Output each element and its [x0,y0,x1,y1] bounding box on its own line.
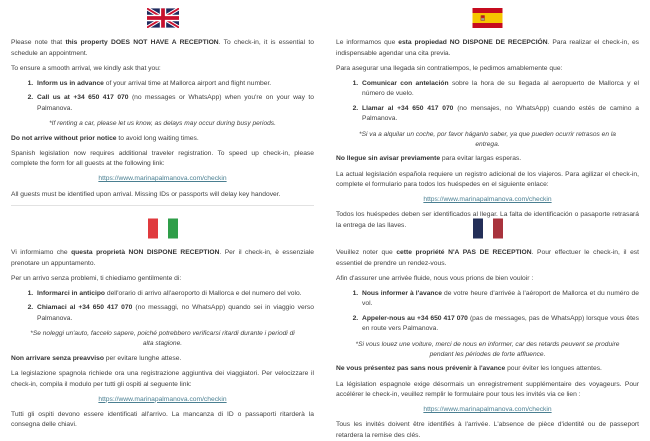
notice-lead-text: Le informamos que [336,39,399,46]
france-flag-icon [473,218,503,239]
spain-flag-icon [472,8,503,28]
step1-rest-text: de votre heure d'arrivée à l'aéroport de Mallorca et du numéro de vol. [362,289,639,308]
phone-number-text: Appeler-nous au +34 650 417 070 [362,314,468,322]
notice-tail-text: . Pour effectuer le check-in, il est essentiel de prendre un rendez-vous. [336,249,640,267]
step1-bold-text: Informarci in anticipo [37,289,105,297]
no-notice-warning [11,134,314,145]
section-divider [11,205,314,206]
legislation-paragraph: La législation espagnole exige désormais un enregistrement supplémentaire des voyageurs. Pour accélérer le check-in, veuillez remplir le formulaire pour tous les invités via ce lien : [336,380,639,399]
no-notice-warning [11,354,314,365]
warning-rest-text: pour éviter les longues attentes. [505,365,602,373]
checkin-steps-list [11,289,314,325]
legislation-paragraph: La actual legislación española requiere un registro adicional de los viajeros. Para agilizar el check-in, complete el formulario para todos los huéspedes en el siguiente enlace: [336,170,639,189]
no-reception-notice [11,248,314,269]
step-call-number [360,314,639,335]
no-reception-bold-text: cette propriété N'A PAS DE RECEPTION [396,249,532,256]
step-call-number [35,303,314,324]
uk-flag-icon [147,8,179,28]
car-rental-note: *If renting a car, please let us know, as delays may occur during busy periods. [49,119,276,127]
step2-rest-text: (no mensajes, no WhatsApp) cuando estés de camino a Palmanova. [362,104,639,123]
step1-bold-text: Comunicar con antelación [362,79,449,87]
flag-row [11,218,314,239]
checkin-steps-list [11,79,314,115]
step-inform-advance [35,289,314,300]
warning-rest-text: para evitar largas esperas. [440,155,522,163]
no-reception-bold-text: esta propiedad NO DISPONE DE RECEPCIÓN [398,39,548,46]
section-french [325,210,650,439]
warning-bold-text: No llegue sin avisar previamente [336,155,441,163]
arrival-request-line: Per un arrivo senza problemi, ti chiediamo gentilmente di: [11,274,182,282]
step1-bold-text: Nous informer à l'avance [362,289,442,297]
step1-rest-text: dell'orario di arrivo all'aeroporto di Mallorca e del numero del volo. [105,289,302,297]
checkin-link-line [11,395,314,406]
warning-bold-text: Do not arrive without prior notice [11,134,117,142]
section-english [0,0,325,210]
checkin-link-line [11,174,314,185]
notice-tail-text: . Per il check-in, è essenziale prenotare un appuntamento. [11,249,314,267]
checkin-link[interactable]: https://www.marinapalmanova.com/checkin [423,196,552,204]
step-inform-advance [360,79,639,100]
step-inform-advance [35,79,314,90]
step-call-number [35,93,314,114]
no-notice-warning [336,364,639,375]
no-reception-notice [336,248,639,269]
notice-lead-text: Veuillez noter que [336,249,397,256]
car-rental-note: *Si va a alquilar un coche, por favor háganlo saber, ya que pueden ocurrir retrasos en la entrega. [359,130,616,148]
checkin-link-line [336,405,639,416]
legislation-paragraph: Spanish legislation now requires additional traveler registration. To speed up check-in, please complete the form for all guests at the following link: [11,149,314,168]
id-requirement-note: All guests must be identified upon arrival. Missing IDs or passports will delay key handover. [11,190,281,198]
flag-row [336,8,639,29]
id-requirement-note: Tous les invités doivent être identifiés à l'arrivée. L'absence de pièce d'identité ou de passeport retardera la remise des clés. [336,421,639,439]
checkin-steps-list [336,79,639,125]
checkin-link-line [336,195,639,206]
notice-tail-text: . To check-in, it is essential to schedule an appointment. [11,39,314,57]
flag-row [11,8,314,29]
step2-rest-text: (no messaggi, no WhatsApp) quando sei in viaggio verso Palmanova. [37,304,314,322]
arrival-request-line: Afin d'assurer une arrivée fluide, nous vous prions de bien vouloir : [336,274,534,282]
step1-bold-text: Inform us in advance [37,79,104,87]
step-inform-advance [360,289,639,310]
car-rental-note: *Si vous louez une voiture, merci de nous en informer, car des retards peuvent se produire pendant les périodes de forte affluence. [355,340,620,358]
checkin-link[interactable]: https://www.marinapalmanova.com/checkin [98,395,227,403]
no-reception-notice [336,38,639,59]
warning-bold-text: Ne vous présentez pas sans nous prévenir à l'avance [336,365,506,373]
section-spanish [325,0,650,229]
notice-lead-text: Vi informiamo che [11,249,72,256]
no-reception-bold-text: questa proprietà NON DISPONE RECEPTION [71,249,220,256]
id-requirement-note: Tutti gli ospiti devono essere identificati all'arrivo. La mancanza di ID o passaporti ritarderà la consegna delle chiavi. [11,410,314,429]
section-italian [0,210,325,429]
legislation-paragraph: La legislazione spagnola richiede ora una registrazione aggiuntiva dei viaggiatori. Per velocizzare il check-in, compila il modulo per tutti gli ospiti al seguente link: [11,369,314,388]
step1-rest-text: of your arrival time at Mallorca airport and flight number. [103,79,272,87]
notice-lead-text: Please note that [11,39,66,46]
step1-rest-text: sobre la hora de su llegada al aeropuerto de Mallorca y el número de vuelo. [362,79,639,98]
arrival-request-line: To ensure a smooth arrival, we kindly ask that you: [11,64,161,72]
phone-number-text: Llamar al +34 650 417 070 [362,104,454,112]
step2-rest-text: (pas de messages, pas de WhatsApp) lorsque vous êtes en route vers Palmanova. [362,314,639,333]
arrival-request-line: Para asegurar una llegada sin contratiempos, le pedimos amablemente que: [336,64,563,72]
notice-tail-text: . Para realizar el check-in, es indispensable agendar una cita previa. [336,39,640,57]
warning-rest-text: to avoid long waiting times. [116,134,199,142]
id-requirement-note: Todos los huéspedes deben ser identificados al llegar. La falta de identificación o pasaporte retrasará la entrega de las llaves. [336,211,639,229]
no-reception-bold-text: this property DOES NOT HAVE A RECEPTION [65,39,219,46]
warning-bold-text: Non arrivare senza preavviso [11,354,104,362]
phone-number-text: Call us at +34 650 417 070 [37,94,129,102]
no-reception-notice [11,38,314,59]
car-rental-note: *Se noleggi un'auto, faccelo sapere, poiché potrebbero verificarsi ritardi durante i periodi di alta stagione. [30,329,295,348]
step2-rest-text: (no messages or WhatsApp) when you're on your way to Palmanova. [37,94,314,112]
no-notice-warning [336,154,639,165]
phone-number-text: Chiamaci al +34 650 417 070 [37,304,133,312]
warning-rest-text: per evitare lunghe attese. [103,354,182,362]
checkin-steps-list [336,289,639,335]
checkin-link[interactable]: https://www.marinapalmanova.com/checkin [423,406,552,414]
step-call-number [360,104,639,125]
checkin-link[interactable]: https://www.marinapalmanova.com/checkin [98,175,227,183]
flag-row [336,218,639,239]
italy-flag-icon [148,218,178,239]
